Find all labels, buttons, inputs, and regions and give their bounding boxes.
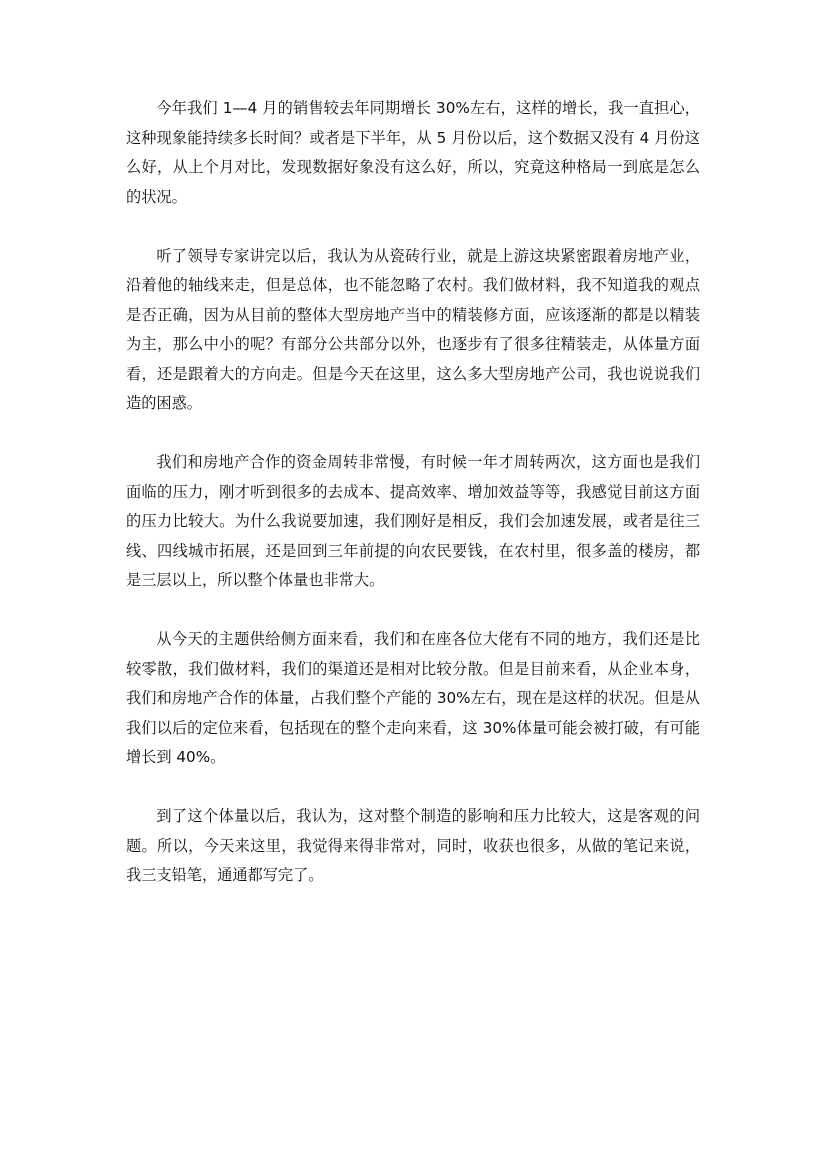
- paragraph-5: 到了这个体量以后，我认为，这对整个制造的影响和压力比较大，这是客观的问题。所以，今天来这里，我觉得来得非常对，同时，收获也很多，从做的笔记来说，我三支铅笔，通通都写完了。: [126, 807, 700, 884]
- paragraph-2: 听了领导专家讲完以后，我认为从瓷砖行业，就是上游这块紧密跟着房地产业，沿着他的轴线来走，但是总体，也不能忽略了农村。我们做材料，我不知道我的观点是否正确，因为从目前的整体大型房地产当中的精装修方面，应该逐渐的都是以精装为主，那么中小的呢？有部分公共部分以外，也逐步有了很多往精装走，从体量方面看，还是跟着大的方向走。但是今天在这里，这么多大型房地产公司，我也说说我们造的困惑。: [126, 246, 700, 412]
- document-body: [126, 94, 700, 920]
- paragraph-4: 从今天的主题供给侧方面来看，我们和在座各位大佬有不同的地方，我们还是比较零散，我们做材料，我们的渠道还是相对比较分散。但是目前来看，从企业本身，我们和房地产合作的体量，占我们整个产能的 30%左右，现在是这样的状况。但是从我们以后的定位来看，包括现在的整个走向来看，这 30%体量可能会被打破，有可能增长到 40%。: [126, 630, 700, 766]
- paragraph-3: 我们和房地产合作的资金周转非常慢，有时候一年才周转两次，这方面也是我们面临的压力，刚才听到很多的去成本、提高效率、增加效益等等，我感觉目前这方面的压力比较大。为什么我说要加速，我们刚好是相反，我们会加速发展，或者是往三线、四线城市拓展，还是回到三年前提的向农民要钱，在农村里，很多盖的楼房，都是三层以上，所以整个体量也非常大。: [126, 453, 700, 589]
- paragraph-1: 今年我们 1—4 月的销售较去年同期增长 30%左右，这样的增长，我一直担心，这种现象能持续多长时间？或者是下半年，从 5 月份以后，这个数据又没有 4 月份这么好，从上个月对比，发现数据好象没有这么好，所以，究竟这种格局一到底是怎么的状况。: [126, 99, 700, 206]
